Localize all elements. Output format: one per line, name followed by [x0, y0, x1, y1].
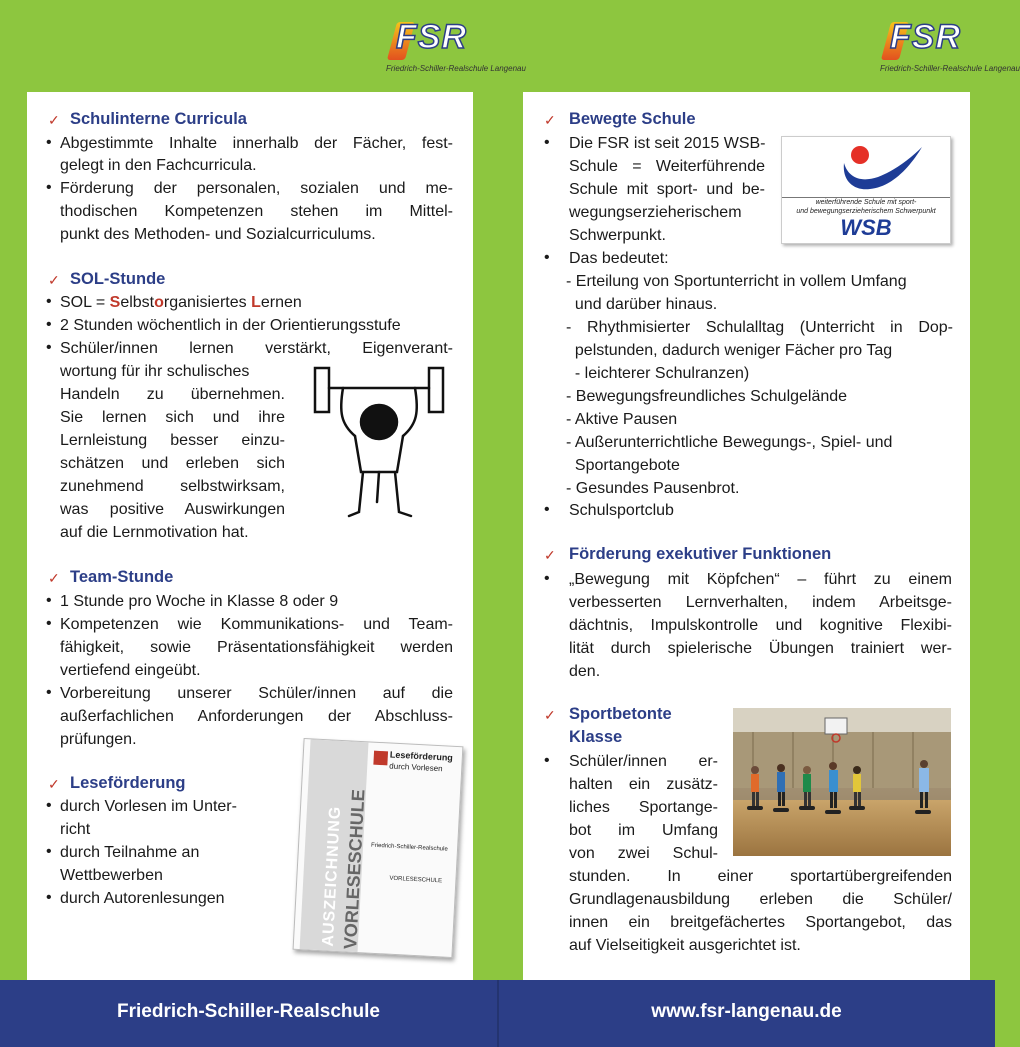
text-line: Schüler/innen lernen verstärkt, Eigenverant-: [60, 340, 453, 357]
text-line: Wettbewerben: [60, 867, 163, 884]
bullet-icon: •: [46, 615, 52, 632]
text-line: auf die Lernmotivation hat.: [60, 524, 249, 541]
wsb-line-1: weiterführende Schule mit sport-: [815, 199, 917, 206]
bullet-icon: •: [544, 752, 550, 769]
text-line: Schule mit sport- und be-: [569, 181, 765, 198]
text-line: liches Sportange-: [569, 799, 718, 816]
certificate-vertical-2: VORLESESCHULE: [340, 788, 369, 950]
text-line: Grundlagenausbildung erleben die Schüler/: [569, 891, 952, 908]
text-line: was positive Auswirkungen: [60, 501, 285, 518]
text-line: Schule = Weiterführende: [569, 158, 765, 175]
check-icon: ✓: [48, 112, 60, 128]
text-line: schätzen und erleben sich: [60, 455, 285, 472]
text-line: außerfachlichen Anforderungen der Abschluss-: [60, 708, 453, 725]
heading-sol: SOL-Stunde: [70, 270, 166, 288]
text-line: den.: [569, 663, 601, 680]
text-line: Förderung der personalen, sozialen und me-: [60, 180, 453, 197]
bullet-icon: •: [46, 889, 52, 906]
text-line: richt: [60, 821, 91, 838]
logo-subtitle: Friedrich-Schiller-Realschule Langenau: [386, 64, 526, 73]
text-line: wegungserzieherischem: [569, 204, 742, 221]
gym-photo: [733, 708, 951, 856]
text-line: Abgestimmte Inhalte innerhalb der Fächer, fest-: [60, 135, 453, 152]
check-icon: ✓: [48, 776, 60, 792]
text-line: gelegt in den Fachcurricula.: [60, 157, 257, 174]
text-line: vertiefend eingeübt.: [60, 662, 201, 679]
heading-team: Team-Stunde: [70, 568, 174, 586]
text-line: wortung für ihr schulisches: [60, 363, 250, 380]
text-line: Sportangebote: [566, 457, 680, 474]
wsb-rule: [782, 197, 950, 198]
bullet-icon: •: [46, 592, 52, 609]
text-line: Das bedeutet:: [569, 250, 669, 267]
heading-curricula: Schulinterne Curricula: [70, 110, 247, 128]
text-line: pelstunden, dadurch weniger Fächer pro Tag: [566, 342, 893, 359]
bullet-icon: •: [46, 134, 52, 151]
text-line: dächtnis, Impulskontrolle und kognitive Flexibi-: [569, 617, 952, 634]
bullet-icon: •: [544, 570, 550, 587]
wsb-swoosh-icon: [782, 137, 950, 197]
text-line: Kompetenzen wie Kommunikations- und Team-: [60, 616, 453, 633]
footer-website-link[interactable]: www.fsr-langenau.de: [651, 1001, 842, 1022]
check-icon: ✓: [544, 707, 556, 723]
heading-sport: Sportbetonte: [569, 705, 672, 723]
text-line: - Rhythmisierter Schulalltag (Unterricht in Dop-: [566, 319, 953, 336]
wsb-line-2: und bewegungserzieherischem Schwerpunkt: [796, 208, 936, 215]
text-line: innen ein breitgefächertes Sportangebot, das: [569, 914, 952, 931]
wsb-mark: WSB: [840, 215, 892, 240]
text-line: 1 Stunde pro Woche in Klasse 8 oder 9: [60, 593, 339, 610]
logo-mark: FSR: [396, 18, 467, 56]
bullet-icon: •: [544, 501, 550, 518]
text-line: auf Vielseitigkeit ausgerichtet ist.: [569, 937, 801, 954]
heading-bewegte: Bewegte Schule: [569, 110, 696, 128]
bullet-icon: •: [46, 339, 52, 356]
certificate-emblem: [373, 751, 388, 766]
bullet-icon: •: [46, 179, 52, 196]
certificate-school: Friedrich-Schiller-Realschule: [370, 842, 448, 853]
text-line: Vorbereitung unserer Schüler/innen auf die: [60, 685, 453, 702]
text-line: verbesserten Lernverhalten, indem Arbeitsge-: [569, 594, 952, 611]
text-line: stunden. In einer sportartübergreifenden: [569, 868, 952, 885]
text-line: - Gesundes Pausenbrot.: [566, 480, 740, 497]
text-line: prüfungen.: [60, 731, 137, 748]
logo-mark: FSR: [890, 18, 961, 56]
text-line: fähigkeit, sowie Präsentationsfähigkeit werden: [60, 639, 453, 656]
text-line: 2 Stunden wöchentlich in der Orientierungsstufe: [60, 317, 401, 334]
logo-subtitle: Friedrich-Schiller-Realschule Langenau: [880, 64, 1020, 73]
certificate-word: VORLESESCHULE: [389, 875, 443, 885]
text-line: Sie lernen sich und ihre: [60, 409, 285, 426]
text-line: lität durch spielerische Übungen trainiert wer-: [569, 640, 952, 657]
heading-sport-2: Klasse: [569, 728, 623, 746]
text-line: thodischen Kompetenzen stehen im Mittel-: [60, 203, 453, 220]
text-line: Lernleistung besser einzu-: [60, 432, 285, 449]
text-line: von zwei Schul-: [569, 845, 718, 862]
text-line: Schüler/innen er-: [569, 753, 718, 770]
check-icon: ✓: [544, 547, 556, 563]
text-line: Die FSR ist seit 2015 WSB-: [569, 135, 766, 152]
text-line: halten ein zusätz-: [569, 776, 718, 793]
check-icon: ✓: [48, 272, 60, 288]
bullet-icon: •: [544, 134, 550, 151]
text-line: Handeln zu übernehmen.: [60, 386, 285, 403]
text-line: Schwerpunkt.: [569, 227, 666, 244]
certificate-image: [293, 738, 464, 958]
bullet-icon: •: [46, 293, 52, 310]
check-icon: ✓: [544, 112, 556, 128]
fsr-logo-right: [880, 18, 1020, 80]
bullet-icon: •: [46, 843, 52, 860]
text-line: durch Vorlesen im Unter-: [60, 798, 237, 815]
footer-school-name: Friedrich-Schiller-Realschule: [117, 1001, 380, 1022]
text-line: - Aktive Pausen: [566, 411, 678, 428]
text-line: durch Autorenlesungen: [60, 890, 225, 907]
check-icon: ✓: [48, 570, 60, 586]
certificate-vertical-1: AUSZEICHNUNG: [319, 805, 345, 947]
text-line: und darüber hinaus.: [566, 296, 718, 313]
bullet-icon: •: [544, 249, 550, 266]
text-line: punkt des Methoden- und Sozialcurriculums.: [60, 226, 376, 243]
weightlifter-illustration: [305, 362, 455, 522]
certificate-title: Leseförderung: [389, 749, 454, 763]
text-line: - Bewegungsfreundliches Schulgelände: [566, 388, 848, 405]
heading-lese: Leseförderung: [70, 774, 186, 792]
wsb-logo: [781, 136, 951, 244]
text-line: - Erteilung von Sportunterricht in vollem Umfang: [566, 273, 907, 290]
text-line: - Außerunterrichtliche Bewegungs-, Spiel- und: [566, 434, 893, 451]
text-line: bot im Umfang: [569, 822, 718, 839]
heading-exekutiv: Förderung exekutiver Funktionen: [569, 545, 832, 563]
certificate-subtitle: durch Vorlesen: [389, 761, 443, 774]
fsr-logo: [386, 18, 526, 80]
sol-definition: SOL = Selbstorganisiertes Lernen: [60, 294, 302, 311]
text-line: - leichterer Schulranzen): [566, 365, 750, 382]
text-line: zunehmend selbstwirksam,: [60, 478, 285, 495]
text-line: Schulsportclub: [569, 502, 674, 519]
text-line: „Bewegung mit Köpfchen“ – führt zu einem: [569, 571, 952, 588]
bullet-icon: •: [46, 684, 52, 701]
bullet-icon: •: [46, 797, 52, 814]
text-line: durch Teilnahme an: [60, 844, 200, 861]
bullet-icon: •: [46, 316, 52, 333]
